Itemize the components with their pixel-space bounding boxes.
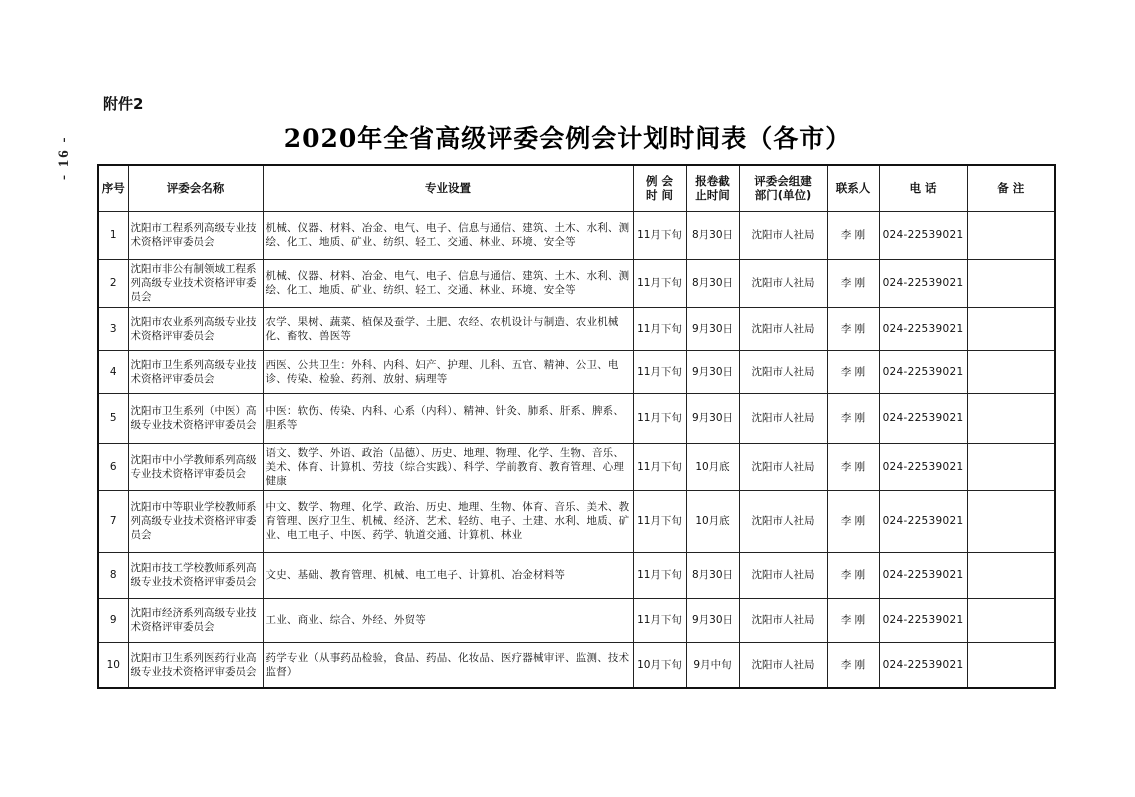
cell-deadline: 9月30日	[686, 350, 739, 393]
cell-dept: 沈阳市人社局	[739, 259, 827, 307]
cell-phone: 024-22539021	[879, 552, 967, 598]
cell-remark	[967, 552, 1055, 598]
cell-contact: 李 刚	[827, 393, 879, 443]
cell-deadline: 9月30日	[686, 598, 739, 642]
table-row	[98, 443, 1055, 490]
table-row	[98, 598, 1055, 642]
cell-no: 9	[98, 598, 128, 642]
cell-remark	[967, 307, 1055, 350]
cell-no: 6	[98, 443, 128, 490]
cell-contact: 李 刚	[827, 490, 879, 552]
cell-remark	[967, 490, 1055, 552]
cell-no: 8	[98, 552, 128, 598]
header-name: 评委会名称	[128, 165, 263, 211]
cell-contact: 李 刚	[827, 307, 879, 350]
cell-meeting-time: 11月下旬	[633, 598, 686, 642]
cell-remark	[967, 642, 1055, 688]
cell-no: 1	[98, 211, 128, 259]
table-row	[98, 393, 1055, 443]
cell-deadline: 8月30日	[686, 259, 739, 307]
cell-contact: 李 刚	[827, 642, 879, 688]
header-meeting-time: 例 会 时 间	[633, 165, 686, 211]
cell-dept: 沈阳市人社局	[739, 393, 827, 443]
header-no: 序号	[98, 165, 128, 211]
header-contact: 联系人	[827, 165, 879, 211]
cell-meeting-time: 11月下旬	[633, 552, 686, 598]
header-row	[98, 165, 1055, 211]
page-number: - 16 -	[56, 135, 72, 181]
cell-specialty: 语文、数学、外语、政治（品德）、历史、地理、物理、化学、生物、音乐、美术、体育、计算机、劳技（综合实践）、科学、学前教育、教育管理、心理健康	[263, 443, 633, 490]
cell-dept: 沈阳市人社局	[739, 443, 827, 490]
cell-deadline: 9月30日	[686, 393, 739, 443]
cell-contact: 李 刚	[827, 350, 879, 393]
cell-name: 沈阳市中小学教师系列高级专业技术资格评审委员会	[128, 443, 263, 490]
cell-name: 沈阳市非公有制领域工程系列高级专业技术资格评审委员会	[128, 259, 263, 307]
cell-meeting-time: 11月下旬	[633, 350, 686, 393]
cell-contact: 李 刚	[827, 598, 879, 642]
cell-deadline: 8月30日	[686, 552, 739, 598]
cell-name: 沈阳市工程系列高级专业技术资格评审委员会	[128, 211, 263, 259]
cell-name: 沈阳市中等职业学校教师系列高级专业技术资格评审委员会	[128, 490, 263, 552]
cell-name: 沈阳市农业系列高级专业技术资格评审委员会	[128, 307, 263, 350]
cell-dept: 沈阳市人社局	[739, 598, 827, 642]
table-row	[98, 259, 1055, 307]
cell-specialty: 中医：软伤、传染、内科、心系（内科）、精神、针灸、肺系、肝系、脾系、胆系等	[263, 393, 633, 443]
cell-remark	[967, 211, 1055, 259]
cell-name: 沈阳市卫生系列高级专业技术资格评审委员会	[128, 350, 263, 393]
table-row	[98, 211, 1055, 259]
header-remark: 备 注	[967, 165, 1055, 211]
header-specialty: 专业设置	[263, 165, 633, 211]
cell-phone: 024-22539021	[879, 490, 967, 552]
cell-specialty: 农学、果树、蔬菜、植保及蚕学、土肥、农经、农机设计与制造、农业机械化、畜牧、兽医等	[263, 307, 633, 350]
cell-specialty: 西医、公共卫生：外科、内科、妇产、护理、儿科、五官、精神、公卫、电诊、传染、检验、药剂、放射、病理等	[263, 350, 633, 393]
cell-contact: 李 刚	[827, 552, 879, 598]
schedule-table	[97, 164, 1056, 689]
cell-no: 3	[98, 307, 128, 350]
cell-deadline: 10月底	[686, 443, 739, 490]
cell-phone: 024-22539021	[879, 259, 967, 307]
header-phone: 电 话	[879, 165, 967, 211]
document-title: 2020年全省高级评委会例会计划时间表（各市）	[283, 124, 852, 153]
cell-no: 4	[98, 350, 128, 393]
cell-dept: 沈阳市人社局	[739, 642, 827, 688]
cell-specialty: 机械、仪器、材料、冶金、电气、电子、信息与通信、建筑、土木、水利、测绘、化工、地质、矿业、纺织、轻工、交通、林业、环境、安全等	[263, 259, 633, 307]
cell-specialty: 工业、商业、综合、外经、外贸等	[263, 598, 633, 642]
table-row	[98, 642, 1055, 688]
cell-dept: 沈阳市人社局	[739, 211, 827, 259]
cell-phone: 024-22539021	[879, 598, 967, 642]
cell-specialty: 机械、仪器、材料、冶金、电气、电子、信息与通信、建筑、土木、水利、测绘、化工、地质、矿业、纺织、轻工、交通、林业、环境、安全等	[263, 211, 633, 259]
cell-no: 7	[98, 490, 128, 552]
cell-meeting-time: 11月下旬	[633, 211, 686, 259]
cell-phone: 024-22539021	[879, 350, 967, 393]
cell-name: 沈阳市卫生系列医药行业高级专业技术资格评审委员会	[128, 642, 263, 688]
cell-dept: 沈阳市人社局	[739, 350, 827, 393]
header-dept: 评委会组建 部门(单位)	[739, 165, 827, 211]
cell-specialty: 文史、基础、教育管理、机械、电工电子、计算机、冶金材料等	[263, 552, 633, 598]
cell-phone: 024-22539021	[879, 443, 967, 490]
cell-deadline: 8月30日	[686, 211, 739, 259]
cell-meeting-time: 11月下旬	[633, 259, 686, 307]
cell-name: 沈阳市经济系列高级专业技术资格评审委员会	[128, 598, 263, 642]
cell-meeting-time: 11月下旬	[633, 490, 686, 552]
cell-dept: 沈阳市人社局	[739, 307, 827, 350]
cell-remark	[967, 598, 1055, 642]
cell-contact: 李 刚	[827, 259, 879, 307]
cell-remark	[967, 350, 1055, 393]
table-row	[98, 307, 1055, 350]
cell-deadline: 10月底	[686, 490, 739, 552]
cell-remark	[967, 259, 1055, 307]
cell-deadline: 9月30日	[686, 307, 739, 350]
table-row	[98, 350, 1055, 393]
cell-dept: 沈阳市人社局	[739, 490, 827, 552]
cell-dept: 沈阳市人社局	[739, 552, 827, 598]
table-row	[98, 490, 1055, 552]
cell-name: 沈阳市卫生系列（中医）高级专业技术资格评审委员会	[128, 393, 263, 443]
header-deadline: 报卷截 止时间	[686, 165, 739, 211]
cell-contact: 李 刚	[827, 211, 879, 259]
cell-meeting-time: 11月下旬	[633, 443, 686, 490]
cell-remark	[967, 393, 1055, 443]
cell-no: 5	[98, 393, 128, 443]
cell-remark	[967, 443, 1055, 490]
attachment-label: 附件2	[103, 95, 144, 113]
cell-deadline: 9月中旬	[686, 642, 739, 688]
cell-meeting-time: 10月下旬	[633, 642, 686, 688]
cell-specialty: 中文、数学、物理、化学、政治、历史、地理、生物、体育、音乐、美术、教育管理、医疗卫生、机械、经济、艺术、轻纺、电子、土建、水利、地质、矿业、电工电子、中医、药学、轨道交通、计算机、林业	[263, 490, 633, 552]
cell-contact: 李 刚	[827, 443, 879, 490]
cell-phone: 024-22539021	[879, 393, 967, 443]
cell-meeting-time: 11月下旬	[633, 393, 686, 443]
cell-phone: 024-22539021	[879, 211, 967, 259]
cell-no: 2	[98, 259, 128, 307]
cell-phone: 024-22539021	[879, 642, 967, 688]
cell-phone: 024-22539021	[879, 307, 967, 350]
cell-no: 10	[98, 642, 128, 688]
cell-specialty: 药学专业（从事药品检验，食品、药品、化妆品、医疗器械审评、监测、技术监督）	[263, 642, 633, 688]
cell-name: 沈阳市技工学校教师系列高级专业技术资格评审委员会	[128, 552, 263, 598]
table-row	[98, 552, 1055, 598]
cell-meeting-time: 11月下旬	[633, 307, 686, 350]
